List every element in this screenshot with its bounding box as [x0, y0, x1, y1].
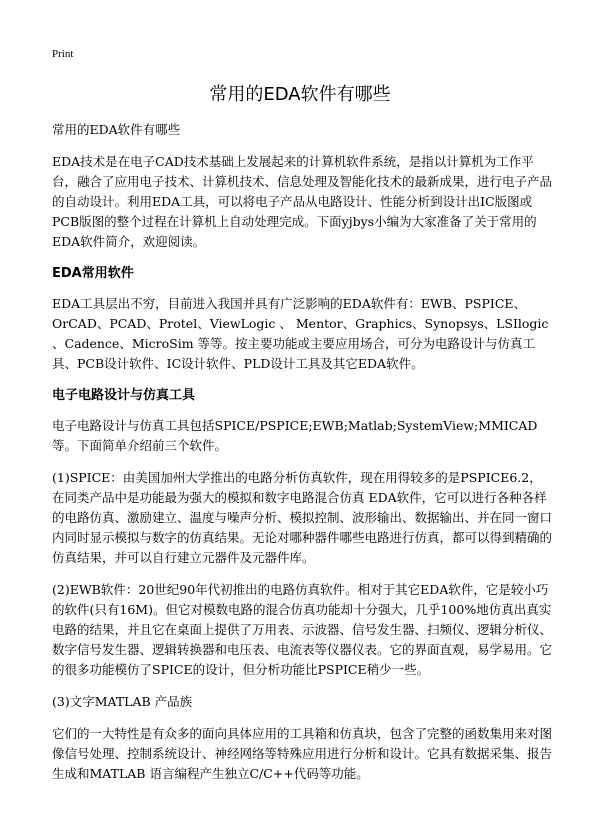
intro-paragraph: EDA技术是在电子CAD技术基础上发展起来的计算机软件系统，是指以计算机为工作平台，融合了应用电子技术、计算机技术、信息处理及智能化技术的最新成果，进行电子产品的自动设计。利用EDA工具，可以将电子产品从电路设计、性能分析到设计出IC版图或PCB版图的整个过程在计算机上自动处理完成。下面yjbys小编为大家准备了关于常用的EDA软件简介，欢迎阅读。 [52, 154, 553, 249]
spice-paragraph: (1)SPICE：由美国加州大学推出的电路分析仿真软件，现在用得较多的是PSPICE6.2，在同类产品中是功能最为强大的模拟和数字电路混合仿真 EDA软件，它可以进行各种各样的电路仿真、激励建立、温度与噪声分析、模拟控制、波形输出、数据输出、并在同一窗口内同时显示模拟与数字的仿真结果。无论对哪种器件哪些电路进行仿真，都可以得到精确的仿真结果，并可以自行建立元器件及元器件库。 [52, 470, 553, 565]
section-heading-circuit-simulation: 电子电路设计与仿真工具 [52, 388, 196, 403]
circuit-simulation-paragraph: 电子电路设计与仿真工具包括SPICE/PSPICE;EWB;Matlab;SystemView;MMICAD 等。下面简单介绍前三个软件。 [52, 418, 538, 453]
print-link[interactable]: Print [52, 48, 74, 60]
article-body [52, 120, 552, 796]
matlab-paragraph: 它们的一大特性是有众多的面向具体应用的工具箱和仿真块，包含了完整的函数集用来对图像信号处理、控制系统设计、神经网络等特殊应用进行分析和设计。它具有数据采集、报告生成和MATLAB 语言编程产生独立C/C++代码等功能。 [52, 726, 553, 781]
page-title: 常用的EDA软件有哪些 [209, 84, 391, 105]
article-subtitle: 常用的EDA软件有哪些 [52, 122, 181, 137]
ewb-paragraph: (2)EWB软件：20世纪90年代初推出的电路仿真软件。相对于其它EDA软件，它是较小巧的软件(只有16M)。但它对模数电路的混合仿真功能却十分强大，几乎100%地仿真出真实电路的结果，并且它在桌面上提供了万用表、示波器、信号发生器、扫频仪、逻辑分析仪、数字信号发生器、逻辑转换器和电压表、电流表等仪器仪表。它的界面直观，易学易用。它的很多功能模仿了SPICE的设计，但分析功能比PSPICE稍少一些。 [52, 582, 553, 677]
section-heading-eda-software: EDA常用软件 [52, 266, 134, 281]
matlab-title-paragraph: (3)文字MATLAB 产品族 [52, 694, 193, 709]
eda-software-paragraph: EDA工具层出不穷，目前进入我国并具有广泛影响的EDA软件有：EWB、PSPICE、OrCAD、PCAD、Protel、ViewLogic 、 Mentor、Graphics、Synopsys、LSIlogic 、Cadence、MicroSim 等等。按主要功能或主要应用场合，可分为电路设计与仿真工具、PCB设计软件、IC设计软件、PLD设计工具及其它EDA软件。 [52, 296, 549, 371]
